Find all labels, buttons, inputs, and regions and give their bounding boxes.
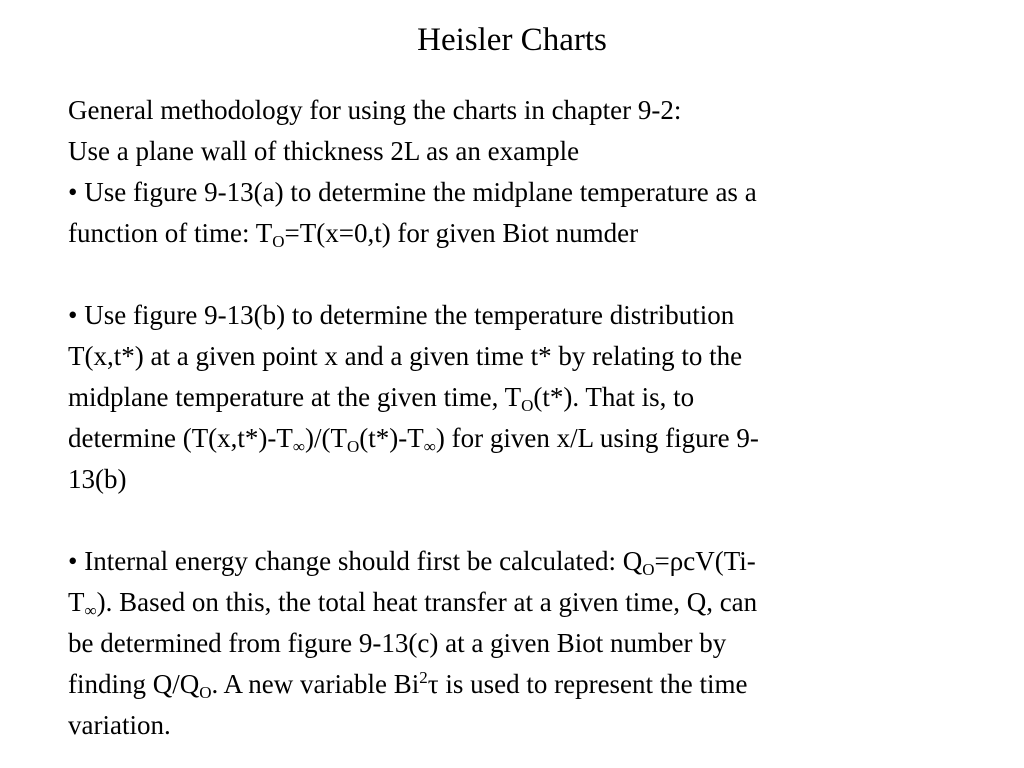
subscript: O [272, 232, 285, 251]
paragraph-spacer [68, 254, 968, 295]
intro-line-2: Use a plane wall of thickness 2L as an example [68, 136, 580, 166]
bullet1-line-1: • Use figure 9-13(a) to determine the midplane temperature as a [68, 177, 757, 207]
subscript: O [521, 396, 534, 415]
bullet2-line-1: • Use figure 9-13(b) to determine the temperature distribution [68, 300, 735, 330]
text-run: T [68, 587, 85, 617]
text-run: =T(x=0,t) for given Biot numder [284, 218, 639, 248]
text-run: determine (T(x,t*)-T [68, 423, 293, 453]
subscript: O [642, 560, 655, 579]
text-run: function of time: T [68, 218, 273, 248]
superscript: 2 [419, 668, 428, 687]
text-run: finding Q/Q [68, 669, 200, 699]
subscript: ∞ [84, 601, 97, 620]
text-run: ) for given x/L using figure 9- [435, 423, 759, 453]
bullet2-line-4 [68, 418, 968, 459]
subscript: ∞ [423, 437, 436, 456]
slide-title: Heisler Charts [417, 22, 607, 58]
text-run: τ is used to represent the time [427, 669, 748, 699]
slide-body [68, 90, 968, 746]
text-run: • Internal energy change should first be calculated: Q [68, 546, 643, 576]
bullet3-line-1 [68, 541, 968, 582]
paragraph-spacer [68, 500, 968, 541]
text-run: midplane temperature at the given time, T [68, 382, 522, 412]
text-run: . A new variable Bi [211, 669, 420, 699]
intro-line-1: General methodology for using the charts in chapter 9-2: [68, 95, 682, 125]
text-run: (t*)-T [359, 423, 424, 453]
text-run: )/(T [305, 423, 348, 453]
bullet-temperature-distribution [68, 295, 968, 500]
subscript: O [199, 683, 212, 702]
subscript: ∞ [292, 437, 306, 456]
bullet-internal-energy [68, 541, 968, 746]
bullet-midplane-temperature [68, 172, 968, 254]
text-run: (t*). That is, to [533, 382, 695, 412]
subscript: O [347, 437, 360, 456]
bullet3-line-5: variation. [68, 710, 171, 740]
bullet3-line-2 [68, 582, 968, 623]
bullet1-line-2 [68, 213, 968, 254]
text-run: ). Based on this, the total heat transfer at a given time, Q, can [96, 587, 758, 617]
bullet2-line-3 [68, 377, 968, 418]
bullet2-line-5: 13(b) [68, 464, 127, 494]
bullet2-line-2: T(x,t*) at a given point x and a given time t* by relating to the [68, 341, 743, 371]
bullet3-line-3: be determined from figure 9-13(c) at a given Biot number by [68, 628, 727, 658]
text-run: =ρcV(Ti- [654, 546, 756, 576]
bullet3-line-4 [68, 664, 968, 705]
